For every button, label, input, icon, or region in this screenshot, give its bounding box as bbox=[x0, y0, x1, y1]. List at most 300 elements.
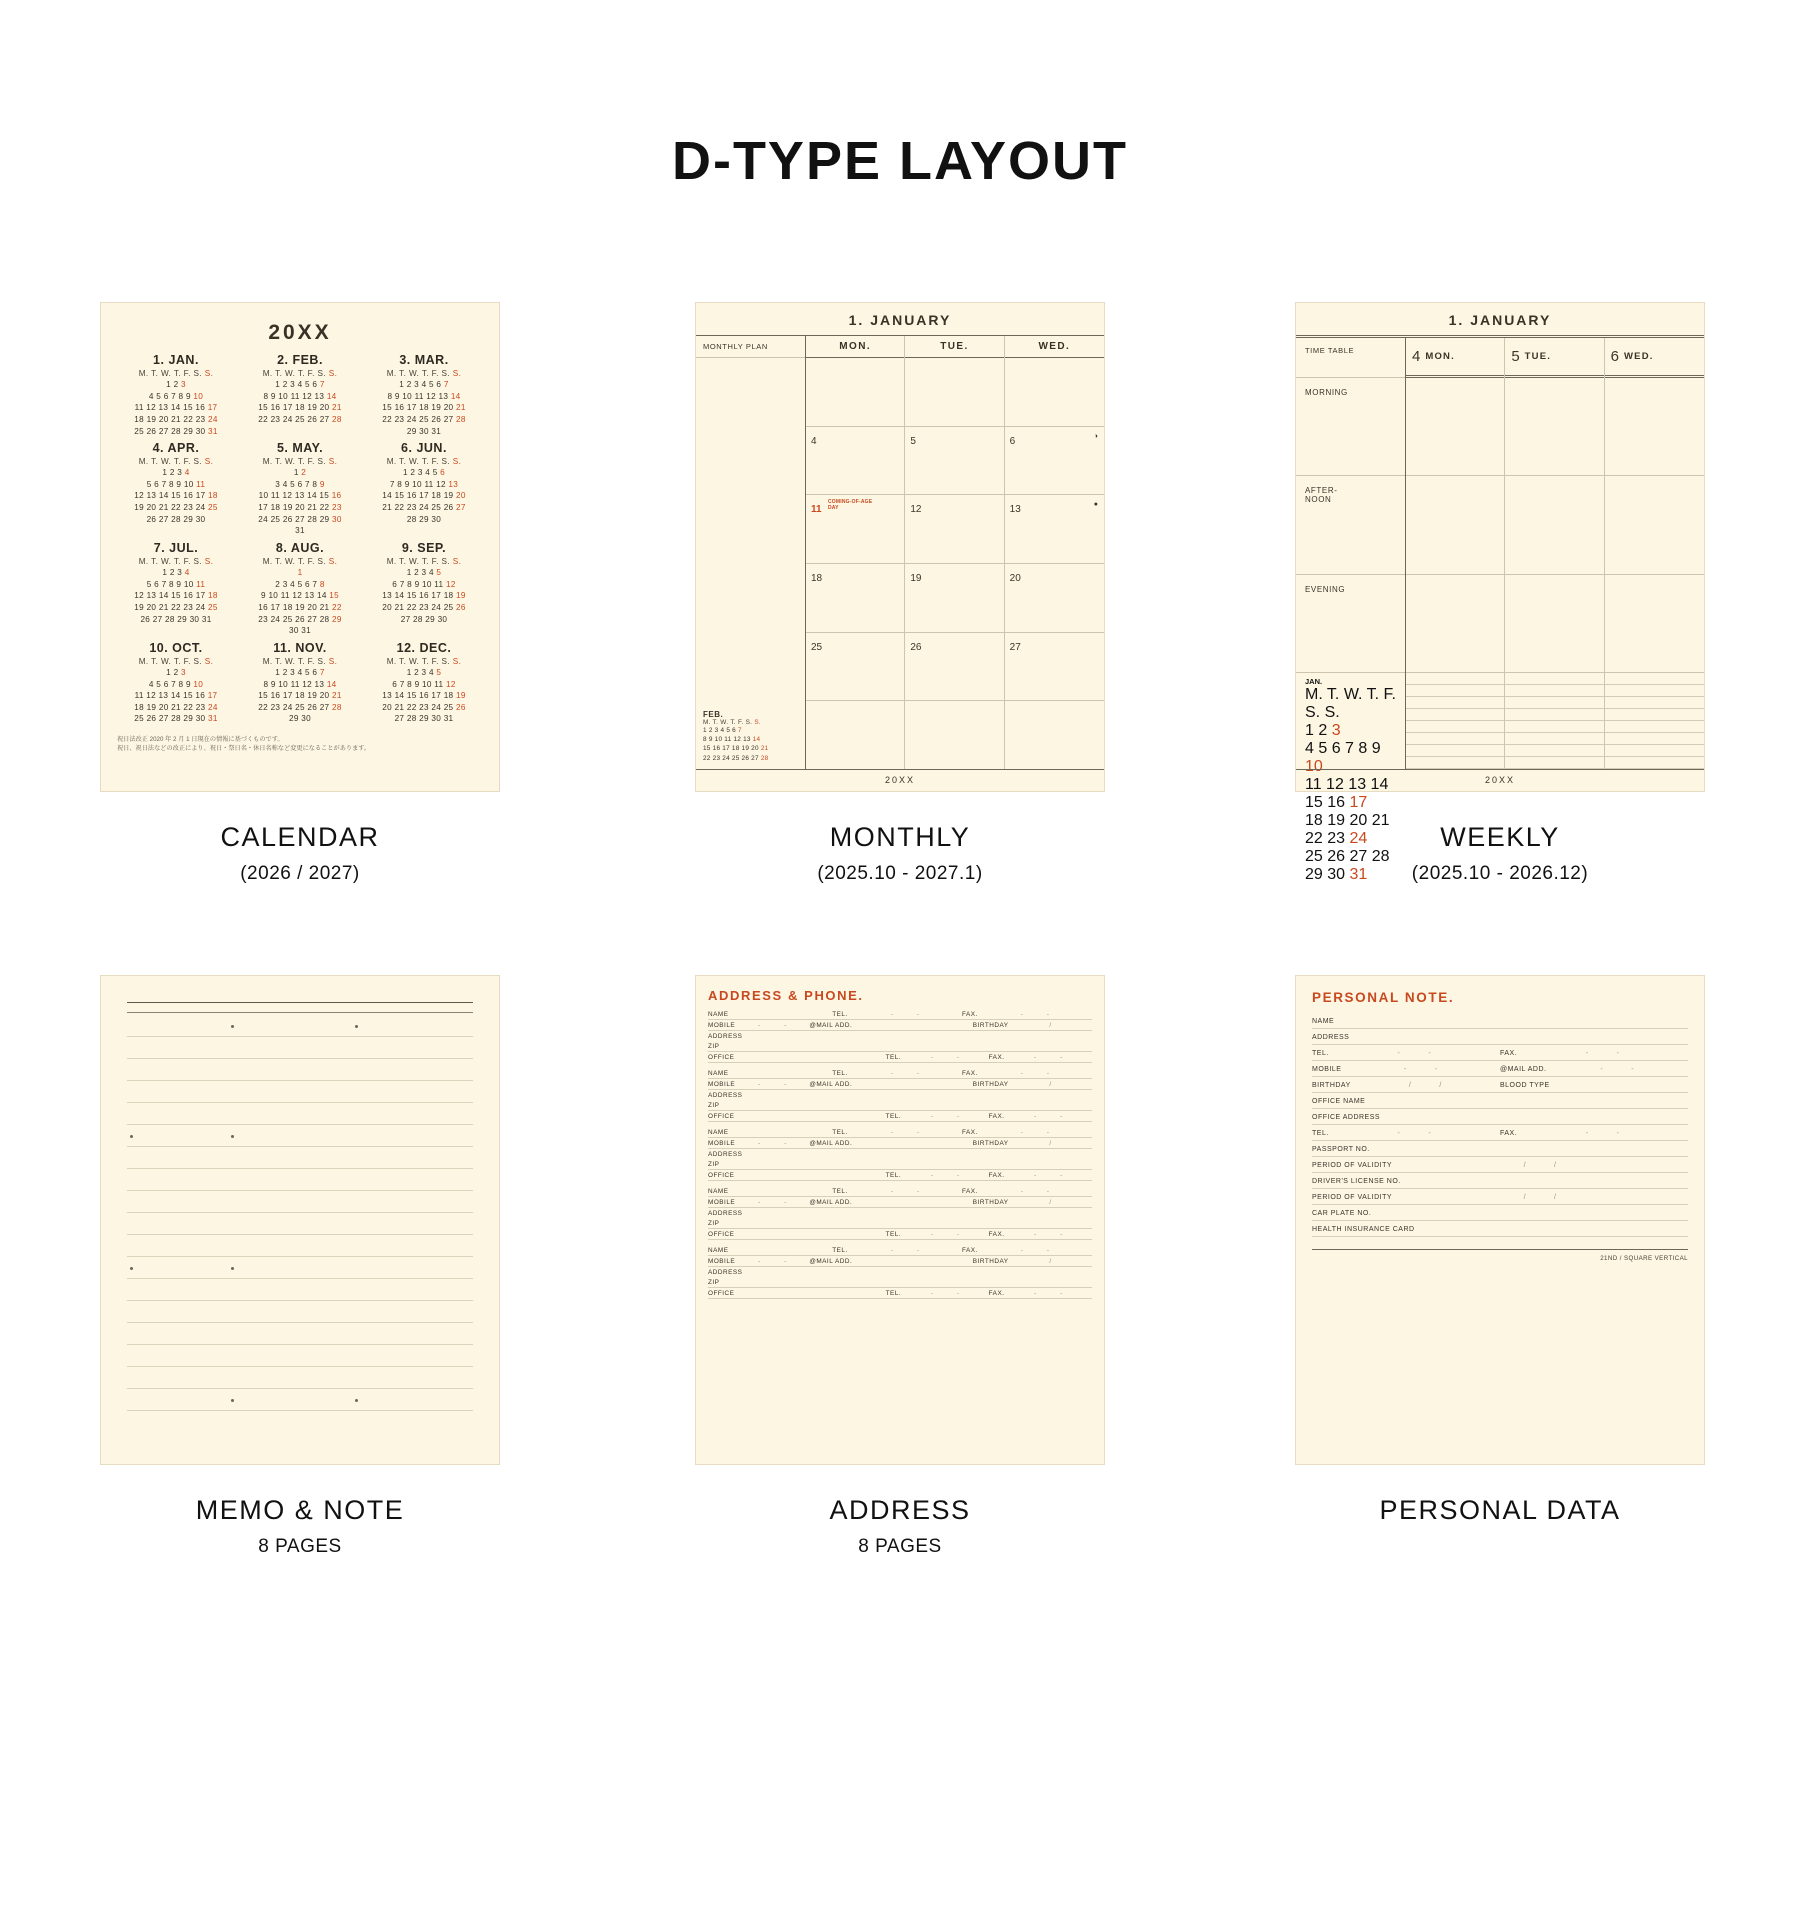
monthly-day-column bbox=[1005, 336, 1104, 769]
address-row-zip[interactable] bbox=[708, 1277, 1092, 1288]
address-row-name[interactable] bbox=[708, 1009, 1092, 1020]
dash-separator: - bbox=[1034, 1054, 1037, 1061]
monthly-day-cell[interactable] bbox=[905, 495, 1003, 564]
calendar-week-row: 27 28 29 30 31 bbox=[394, 714, 454, 724]
dash-separator: - bbox=[1034, 1290, 1037, 1297]
calendar-week-row: 1 bbox=[297, 568, 303, 578]
calendar-week-row: 29 30 bbox=[289, 714, 311, 724]
personal-row[interactable] bbox=[1312, 1189, 1688, 1205]
calendar-dow: M. T. W. T. F. S. S. bbox=[138, 457, 214, 467]
dash-separator: - bbox=[956, 1054, 959, 1061]
subcaption-weekly: (2025.10 - 2026.12) bbox=[1411, 863, 1589, 884]
personal-separators bbox=[1329, 1130, 1500, 1137]
personal-label: ADDRESS bbox=[1312, 1034, 1350, 1041]
personal-row[interactable] bbox=[1312, 1221, 1688, 1237]
weekly-slot-label: EVENING bbox=[1296, 575, 1405, 673]
mobile-dashes bbox=[735, 1022, 809, 1029]
calendar-week-row: 1 2 3 4 bbox=[162, 568, 190, 578]
office-fax-dashes bbox=[1004, 1054, 1092, 1061]
dash-separator: - bbox=[956, 1172, 959, 1179]
personal-row[interactable] bbox=[1312, 1013, 1688, 1029]
calendar-week-row: 15 16 17 18 19 20 21 bbox=[258, 691, 342, 701]
mobile-dashes bbox=[735, 1258, 809, 1265]
address-entries bbox=[708, 1009, 1092, 1299]
monthly-day-cell[interactable] bbox=[905, 633, 1003, 702]
memo-guide-dot bbox=[231, 1267, 234, 1270]
address-entry bbox=[708, 1186, 1092, 1240]
calendar-month-title: 12. DEC. bbox=[396, 640, 452, 655]
weekly-day-number: 4 bbox=[1412, 348, 1421, 365]
dash-separator: - bbox=[1020, 1070, 1023, 1077]
personal-row[interactable] bbox=[1312, 1109, 1688, 1125]
label-mail: @MAIL ADD. bbox=[809, 1081, 853, 1088]
office-tel-dashes bbox=[901, 1113, 989, 1120]
dash-separator: - bbox=[1020, 1247, 1023, 1254]
calendar-week-row: 1 2 3 4 5 6 bbox=[402, 468, 445, 478]
personal-label: BLOOD TYPE bbox=[1500, 1082, 1550, 1089]
calendar-week-row: 1 2 3 4 5 bbox=[406, 568, 442, 578]
memo-guide-dot bbox=[355, 1025, 358, 1028]
weekly-day-header bbox=[1406, 338, 1504, 378]
dash-separator: - bbox=[1034, 1172, 1037, 1179]
dash-separator: - bbox=[1060, 1054, 1063, 1061]
label-tel: TEL. bbox=[885, 1054, 902, 1061]
address-row-office[interactable] bbox=[708, 1229, 1092, 1240]
tel-dashes bbox=[848, 1070, 962, 1077]
label-birthday: BIRTHDAY bbox=[972, 1140, 1009, 1147]
calendar-month bbox=[117, 353, 235, 437]
address-row-address[interactable] bbox=[708, 1267, 1092, 1277]
personal-sheet[interactable] bbox=[1295, 975, 1705, 1465]
weekly-slot-label: AFTER- NOON bbox=[1296, 476, 1405, 574]
calendar-months bbox=[117, 353, 483, 725]
calendar-week-row: 23 24 25 26 27 28 29 bbox=[258, 614, 342, 624]
monthly-plan-label: MONTHLY PLAN bbox=[696, 336, 805, 358]
dash-separator: - bbox=[1397, 1050, 1401, 1057]
calendar-month-title: 11. NOV. bbox=[273, 640, 327, 655]
label-mobile: MOBILE bbox=[708, 1081, 736, 1088]
label-mail: @MAIL ADD. bbox=[809, 1022, 853, 1029]
memo-guide-dot bbox=[130, 1267, 133, 1270]
calendar-week-row: 19 20 21 22 23 24 25 bbox=[134, 602, 218, 612]
address-row-office[interactable] bbox=[708, 1111, 1092, 1122]
monthly-day-cell[interactable] bbox=[806, 633, 904, 702]
dash-separator: - bbox=[956, 1113, 959, 1120]
personal-label: OFFICE NAME bbox=[1312, 1098, 1366, 1105]
label-fax: FAX. bbox=[988, 1231, 1005, 1238]
slash-separator: / bbox=[1523, 1194, 1527, 1201]
dash-separator: - bbox=[890, 1070, 893, 1077]
monthly-title: 1. JANUARY bbox=[696, 303, 1104, 336]
personal-row[interactable] bbox=[1312, 1157, 1688, 1173]
address-row-mobile[interactable] bbox=[708, 1020, 1092, 1031]
dash-separator: - bbox=[1428, 1130, 1432, 1137]
subcaption-address: 8 PAGES bbox=[858, 1536, 942, 1557]
address-row-mobile[interactable] bbox=[708, 1197, 1092, 1208]
address-entry bbox=[708, 1245, 1092, 1299]
address-row-zip[interactable] bbox=[708, 1218, 1092, 1229]
slash-separator: / bbox=[1439, 1082, 1442, 1089]
weekly-slot-cell[interactable] bbox=[1406, 575, 1504, 673]
address-row-office[interactable] bbox=[708, 1288, 1092, 1299]
calendar-dow: M. T. W. T. F. S. S. bbox=[386, 557, 462, 567]
calendar-dow: M. T. W. T. F. S. S. bbox=[262, 557, 338, 567]
weekly-timetable-label: TIME TABLE bbox=[1296, 338, 1405, 378]
mini-week-row: 22 23 24 25 26 27 28 bbox=[703, 754, 769, 762]
weekly-timetable-column bbox=[1296, 338, 1406, 883]
memo-guide-dot bbox=[130, 1135, 133, 1138]
calendar-week-row: 6 7 8 9 10 11 12 bbox=[392, 579, 456, 589]
caption-weekly: WEEKLY bbox=[1440, 822, 1560, 852]
dash-separator: - bbox=[1060, 1172, 1063, 1179]
cell-address bbox=[620, 975, 1180, 1558]
calendar-week-row: 12 13 14 15 16 17 18 bbox=[134, 491, 218, 501]
weekly-note-lines[interactable] bbox=[1406, 673, 1504, 769]
calendar-month bbox=[241, 541, 359, 637]
personal-row[interactable] bbox=[1312, 1125, 1688, 1141]
label-birthday: BIRTHDAY bbox=[972, 1199, 1009, 1206]
cell-weekly bbox=[1220, 302, 1780, 885]
address-row-address[interactable] bbox=[708, 1090, 1092, 1100]
calendar-week-row: 3 4 5 6 7 8 9 bbox=[275, 479, 325, 489]
monthly-day-number: 6 bbox=[1009, 435, 1016, 447]
monthly-body bbox=[696, 336, 1104, 769]
calendar-month-title: 9. SEP. bbox=[401, 541, 447, 556]
calendar-week-row: 11 12 13 14 15 16 17 bbox=[134, 403, 218, 413]
weekly-slot-cell[interactable] bbox=[1605, 476, 1704, 574]
address-row-address[interactable] bbox=[708, 1149, 1092, 1159]
calendar-week-row: 15 16 17 18 19 20 21 bbox=[258, 403, 342, 413]
cell-personal bbox=[1220, 975, 1780, 1558]
calendar-dow: M. T. W. T. F. S. S. bbox=[138, 557, 214, 567]
office-fax-dashes bbox=[1004, 1290, 1092, 1297]
weekly-slot-cell[interactable] bbox=[1406, 476, 1504, 574]
monthly-day-cell[interactable] bbox=[905, 564, 1003, 633]
dash-separator: - bbox=[956, 1290, 959, 1297]
label-tel: TEL. bbox=[885, 1113, 902, 1120]
calendar-week-row: 30 31 bbox=[289, 626, 311, 636]
weekly-note-lines[interactable] bbox=[1505, 673, 1603, 769]
monthly-day-cell[interactable] bbox=[905, 427, 1003, 496]
dash-separator: - bbox=[758, 1199, 761, 1206]
calendar-week-row: 1 2 3 bbox=[166, 667, 186, 677]
calendar-week-row: 10 11 12 13 14 15 16 bbox=[258, 491, 342, 501]
memo-sheet[interactable] bbox=[100, 975, 500, 1465]
personal-row[interactable] bbox=[1312, 1077, 1688, 1093]
personal-separators bbox=[1329, 1050, 1500, 1057]
personal-separators bbox=[1517, 1130, 1688, 1137]
calendar-week-row: 26 27 28 29 30 bbox=[146, 514, 206, 524]
monthly-day-cell[interactable] bbox=[806, 564, 904, 633]
calendar-year: 20XX bbox=[268, 321, 332, 344]
personal-row[interactable] bbox=[1312, 1045, 1688, 1061]
label-address: ADDRESS bbox=[708, 1210, 743, 1217]
personal-row[interactable] bbox=[1312, 1141, 1688, 1157]
moon-phase-icon: ● bbox=[1093, 501, 1098, 509]
tel-dashes bbox=[848, 1129, 962, 1136]
address-row-office[interactable] bbox=[708, 1170, 1092, 1181]
calendar-week-row: 6 7 8 9 10 11 12 bbox=[392, 679, 456, 689]
calendar-week-row: 8 9 10 11 12 13 14 bbox=[387, 391, 461, 401]
dash-separator: - bbox=[1428, 1050, 1432, 1057]
label-mobile: MOBILE bbox=[708, 1022, 736, 1029]
address-row-name[interactable] bbox=[708, 1068, 1092, 1079]
address-entry bbox=[708, 1009, 1092, 1063]
address-sheet[interactable] bbox=[695, 975, 1105, 1465]
calendar-dow: M. T. W. T. F. S. S. bbox=[262, 457, 338, 467]
weekly-mini-rows bbox=[1305, 722, 1399, 884]
monthly-plan-column bbox=[696, 336, 806, 769]
personal-label: PERIOD OF VALIDITY bbox=[1312, 1162, 1393, 1169]
calendar-week-row: 13 14 15 16 17 18 19 bbox=[382, 691, 466, 701]
address-row-zip[interactable] bbox=[708, 1159, 1092, 1170]
mini-dow-row: M. T. W. T. F. S. S. bbox=[703, 718, 761, 726]
calendar-month-title: 1. JAN. bbox=[153, 353, 199, 367]
monthly-day-number: 27 bbox=[1009, 641, 1021, 653]
office-tel-dashes bbox=[901, 1172, 989, 1179]
personal-label: @MAIL ADD. bbox=[1500, 1066, 1547, 1073]
birthday-slashes: / bbox=[1049, 1258, 1052, 1265]
calendar-week-row: 31 bbox=[295, 526, 305, 536]
memo-guide-dot bbox=[231, 1399, 234, 1402]
mobile-dashes bbox=[735, 1199, 809, 1206]
office-fax-dashes bbox=[1004, 1172, 1092, 1179]
personal-label: TEL. bbox=[1312, 1050, 1329, 1057]
dash-separator: - bbox=[1397, 1130, 1401, 1137]
dash-separator: - bbox=[916, 1011, 919, 1018]
dash-separator: - bbox=[1020, 1129, 1023, 1136]
address-row-address[interactable] bbox=[708, 1208, 1092, 1218]
dash-separator: - bbox=[784, 1081, 787, 1088]
address-row-mobile[interactable] bbox=[708, 1079, 1092, 1090]
label-address: ADDRESS bbox=[708, 1151, 743, 1158]
calendar-month-title: 5. MAY. bbox=[276, 441, 324, 456]
calendar-month-title: 8. AUG. bbox=[275, 541, 325, 556]
monthly-day-header: MON. bbox=[806, 336, 904, 358]
calendar-month bbox=[241, 353, 359, 437]
weekly-day-number: 6 bbox=[1610, 348, 1619, 365]
monthly-day-number: 26 bbox=[910, 641, 922, 653]
label-zip: ZIP bbox=[708, 1220, 720, 1227]
calendar-dow: M. T. W. T. F. S. S. bbox=[386, 457, 462, 467]
calendar-dow: M. T. W. T. F. S. S. bbox=[138, 369, 214, 378]
address-row-name[interactable] bbox=[708, 1186, 1092, 1197]
monthly-day-cell[interactable] bbox=[905, 701, 1003, 769]
personal-label: PERIOD OF VALIDITY bbox=[1312, 1194, 1393, 1201]
office-tel-dashes bbox=[901, 1290, 989, 1297]
calendar-week-row: 18 19 20 21 22 23 24 bbox=[134, 702, 218, 712]
calendar-week-row: 1 2 3 4 5 6 7 bbox=[399, 380, 449, 389]
layout-grid bbox=[0, 302, 1800, 1558]
weekly-slot-labels bbox=[1296, 378, 1405, 673]
weekly-day-dow: MON. bbox=[1425, 351, 1455, 362]
fax-dashes bbox=[978, 1011, 1092, 1018]
monthly-day-cell[interactable] bbox=[1005, 701, 1104, 769]
weekly-slot-cell[interactable] bbox=[1605, 575, 1704, 673]
monthly-sheet[interactable] bbox=[695, 302, 1105, 792]
weekly-day-column bbox=[1406, 338, 1505, 769]
label-fax: FAX. bbox=[988, 1172, 1005, 1179]
calendar-month bbox=[117, 641, 235, 725]
calendar-week-row: 21 22 23 24 25 26 27 bbox=[382, 503, 466, 513]
label-zip: ZIP bbox=[708, 1043, 720, 1050]
address-title: ADDRESS & PHONE. bbox=[708, 988, 864, 1003]
label-fax: FAX. bbox=[961, 1011, 978, 1018]
address-row-zip[interactable] bbox=[708, 1100, 1092, 1111]
calendar-dow: M. T. W. T. F. S. S. bbox=[386, 656, 462, 666]
calendar-month-title: 2. FEB. bbox=[277, 353, 323, 367]
slash-separator: / bbox=[1408, 1082, 1412, 1089]
moon-phase-icon: ◑ bbox=[1093, 432, 1098, 440]
dash-separator: - bbox=[1403, 1066, 1407, 1073]
monthly-day-cell[interactable] bbox=[1005, 495, 1104, 564]
calendar-dow: M. T. W. T. F. S. S. bbox=[262, 656, 338, 666]
label-mail: @MAIL ADD. bbox=[809, 1258, 853, 1265]
calendar-week-row: 8 9 10 11 12 13 14 bbox=[263, 391, 337, 401]
address-row-zip[interactable] bbox=[708, 1041, 1092, 1052]
dash-separator: - bbox=[784, 1140, 787, 1147]
tel-dashes bbox=[848, 1011, 962, 1018]
calendar-month-title: 3. MAR. bbox=[399, 353, 449, 367]
monthly-day-cell[interactable] bbox=[1005, 633, 1104, 702]
dash-separator: - bbox=[758, 1081, 761, 1088]
label-name: NAME bbox=[708, 1011, 729, 1018]
personal-separators bbox=[1341, 1066, 1500, 1073]
dash-separator: - bbox=[1020, 1011, 1023, 1018]
subcaption-memo: 8 PAGES bbox=[258, 1536, 342, 1557]
personal-separators bbox=[1392, 1194, 1688, 1201]
personal-row[interactable] bbox=[1312, 1061, 1688, 1077]
dash-separator: - bbox=[784, 1258, 787, 1265]
address-row-name[interactable] bbox=[708, 1127, 1092, 1138]
tel-dashes bbox=[848, 1247, 962, 1254]
dash-separator: - bbox=[1585, 1050, 1589, 1057]
dash-separator: - bbox=[1020, 1188, 1023, 1195]
dash-separator: - bbox=[890, 1188, 893, 1195]
personal-label: FAX. bbox=[1500, 1050, 1518, 1057]
monthly-day-number: 18 bbox=[811, 573, 823, 585]
calendar-month-title: 6. JUN. bbox=[401, 441, 447, 456]
address-row-mobile[interactable] bbox=[708, 1256, 1092, 1267]
dash-separator: - bbox=[930, 1054, 933, 1061]
label-mail: @MAIL ADD. bbox=[809, 1140, 853, 1147]
page-title: D-TYPE LAYOUT bbox=[671, 131, 1129, 191]
calendar-week-row: 17 18 19 20 21 22 23 bbox=[258, 503, 342, 513]
fax-dashes bbox=[978, 1188, 1092, 1195]
personal-separators bbox=[1351, 1082, 1500, 1089]
monthly-day-cell[interactable] bbox=[806, 427, 904, 496]
personal-row[interactable] bbox=[1312, 1093, 1688, 1109]
monthly-day-header: TUE. bbox=[905, 336, 1003, 358]
dash-separator: - bbox=[1434, 1066, 1438, 1073]
calendar-month bbox=[241, 441, 359, 537]
monthly-day-number: 11 bbox=[811, 504, 822, 516]
calendar-week-row: 13 14 15 16 17 18 19 bbox=[382, 591, 466, 601]
weekly-slot-cell[interactable] bbox=[1605, 378, 1704, 476]
weekly-mini-calendar bbox=[1296, 673, 1405, 883]
dash-separator: - bbox=[916, 1129, 919, 1136]
address-row-address[interactable] bbox=[708, 1031, 1092, 1041]
dash-separator: - bbox=[758, 1140, 761, 1147]
personal-row[interactable] bbox=[1312, 1029, 1688, 1045]
personal-row[interactable] bbox=[1312, 1205, 1688, 1221]
calendar-week-row: 11 12 13 14 15 16 17 bbox=[134, 691, 218, 701]
calendar-week-row: 1 2 3 4 5 6 7 bbox=[275, 667, 325, 677]
label-fax: FAX. bbox=[988, 1113, 1005, 1120]
address-row-office[interactable] bbox=[708, 1052, 1092, 1063]
monthly-day-cell[interactable] bbox=[1005, 358, 1104, 427]
tel-dashes bbox=[848, 1188, 962, 1195]
calendar-sheet[interactable] bbox=[100, 302, 500, 792]
monthly-day-cell[interactable] bbox=[806, 358, 904, 427]
calendar-week-row: 8 9 10 11 12 13 14 bbox=[263, 679, 337, 689]
fax-dashes bbox=[978, 1070, 1092, 1077]
calendar-month-title: 10. OCT. bbox=[149, 640, 203, 655]
calendar-week-row: 22 23 24 25 26 27 28 bbox=[258, 414, 342, 424]
dash-separator: - bbox=[890, 1011, 893, 1018]
weekly-mini-week-row: 11 12 13 14 15 16 17 bbox=[1305, 776, 1389, 811]
dash-separator: - bbox=[916, 1070, 919, 1077]
address-row-name[interactable] bbox=[708, 1245, 1092, 1256]
address-row-mobile[interactable] bbox=[708, 1138, 1092, 1149]
monthly-day-cell[interactable] bbox=[806, 495, 904, 564]
weekly-note-lines[interactable] bbox=[1605, 673, 1704, 769]
mini-week-row: 15 16 17 18 19 20 21 bbox=[703, 745, 769, 753]
calendar-week-row: 1 2 3 4 bbox=[162, 468, 190, 478]
calendar-dow: M. T. W. T. F. S. S. bbox=[262, 369, 338, 378]
dash-separator: - bbox=[758, 1258, 761, 1265]
dash-separator: - bbox=[1046, 1011, 1050, 1018]
monthly-day-cell[interactable] bbox=[1005, 564, 1104, 633]
personal-label: DRIVER'S LICENSE NO. bbox=[1312, 1178, 1401, 1185]
calendar-week-row: 25 26 27 28 29 30 31 bbox=[134, 426, 218, 436]
fax-dashes bbox=[978, 1129, 1092, 1136]
monthly-day-cell[interactable] bbox=[806, 701, 904, 769]
dash-separator: - bbox=[956, 1231, 959, 1238]
weekly-slot-cell[interactable] bbox=[1406, 378, 1504, 476]
calendar-month bbox=[117, 541, 235, 637]
monthly-day-cell[interactable] bbox=[905, 358, 1003, 427]
weekly-slot-cell[interactable] bbox=[1505, 378, 1603, 476]
weekly-slot-cell[interactable] bbox=[1505, 575, 1603, 673]
dash-separator: - bbox=[930, 1231, 933, 1238]
dash-separator: - bbox=[1046, 1188, 1050, 1195]
calendar-month-title: 7. JUL. bbox=[153, 541, 199, 556]
calendar-note: 祝日法改正 2020 年 2 月 1 日現在の情報に基づくものです。 祝日、祝日法などの改正により、祝日・祭日名・休日名称など変更になることがあります。 bbox=[117, 736, 371, 753]
weekly-mini-month: JAN. bbox=[1305, 677, 1323, 686]
label-tel: TEL. bbox=[832, 1070, 848, 1077]
caption-monthly: MONTHLY bbox=[829, 822, 971, 852]
dash-separator: - bbox=[784, 1022, 787, 1029]
personal-row[interactable] bbox=[1312, 1173, 1688, 1189]
weekly-slot-cell[interactable] bbox=[1505, 476, 1603, 574]
memo-guide-dot bbox=[355, 1399, 358, 1402]
label-fax: FAX. bbox=[988, 1054, 1005, 1061]
monthly-plan-area[interactable] bbox=[696, 358, 805, 706]
monthly-day-cell[interactable] bbox=[1005, 427, 1104, 496]
weekly-mini-dow: M. T. W. T. F. S. S. bbox=[1305, 686, 1396, 721]
monthly-holiday-label: COMING-OF-AGE DAY bbox=[828, 499, 873, 512]
calendar-month bbox=[365, 353, 483, 437]
memo-lines[interactable] bbox=[127, 1015, 473, 1419]
dash-separator: - bbox=[1046, 1070, 1050, 1077]
dash-separator: - bbox=[1600, 1066, 1604, 1073]
label-name: NAME bbox=[708, 1247, 729, 1254]
monthly-day-number: 12 bbox=[910, 504, 922, 516]
calendar-week-row: 15 16 17 18 19 20 21 bbox=[382, 403, 466, 413]
office-tel-dashes bbox=[901, 1054, 989, 1061]
calendar-month bbox=[365, 641, 483, 725]
